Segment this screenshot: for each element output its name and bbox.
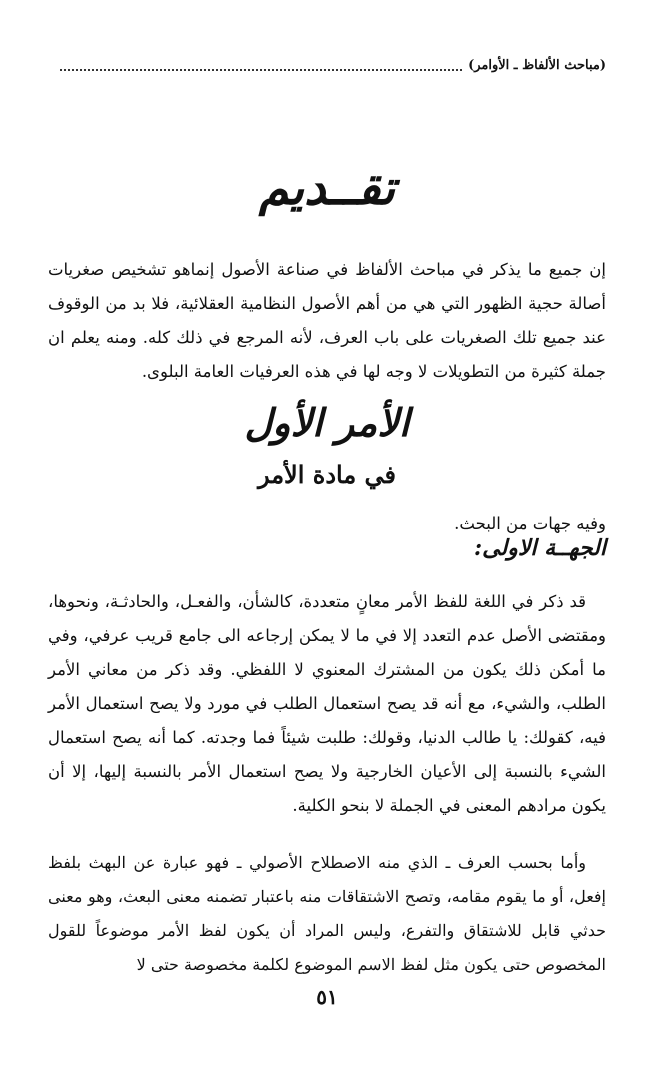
running-header xyxy=(60,58,606,73)
intro-title: تقــديم xyxy=(258,160,396,216)
running-header-title: (مباحث الألفاظ ـ الأوامر) xyxy=(468,58,606,73)
page-number: ٥١ xyxy=(316,985,338,1009)
section-paragraph-2: وأما بحسب العرف ـ الذي منه الاصطلاح الأصولي ـ فهو عبارة عن البهث بلفظ إفعل، أو ما يقوم مقامه، وتصح الاشتقاقات منه باعتبار تضمنه معنى البعث، وهو معنى حدثي قابل للاشتقاق والتفرع، وليس المراد أن يكون لفظ الأمر موضوعاً للقول المخصوص حتى يكون مثل لفظ الاسم الموضوع لكلمة مخصوصة حتى لا xyxy=(48,853,606,974)
chapter-subtitle: في مادة الأمر xyxy=(257,460,397,489)
section-heading: الجهــة الاولى: xyxy=(474,535,606,561)
section-paragraph-1: قد ذكر في اللغة للفظ الأمر معانٍ متعددة، كالشأن، والفعـل، والحادثـة، ونحوها، ومقتضى الأصل عدم التعدد إلا في ما لا يمكن إرجاعه الى جامع قريب عرفي، وفي ما أمكن ذلك يكون من المشترك المعنوي لا اللفظي. وقد ذكر من معاني الأمر الطلب، والشيء، مع أنه قد يصح استعمال الطلب في مورد ولا يصح استعمال الأمر فيه، كقولك: يا طالب الدنيا، وقولك: طلبت شيئاً فما وجدته. كما أنه يصح استعمال الشيء بالنسبة إلى الأعيان الخارجية ولا يصح استعمال الأمر بالنسبة إليها، إلا أن يكون مرادهم المعنى في الجملة لا بنحو الكلية. xyxy=(48,591,606,815)
aspects-line: وفيه جهات من البحث. xyxy=(454,513,606,533)
chapter-title: الأمر الأول xyxy=(244,400,410,445)
intro-paragraph: إن جميع ما يذكر في مباحث الألفاظ في صناعة الأصول إنماهو تشخيص صغريات أصالة حجية الظهور التي هي من أهم الأصول النظامية العقلائية، فلا بد من الوقوف عند جميع تلك الصغريات على باب العرف، لأنه المرجع في ذلك كله. ومنه يعلم ان جملة كثيرة من التطويلات لا وجه لها في هذه العرفيات العامة البلوى. xyxy=(48,259,606,381)
header-dotted-rule xyxy=(60,69,462,71)
